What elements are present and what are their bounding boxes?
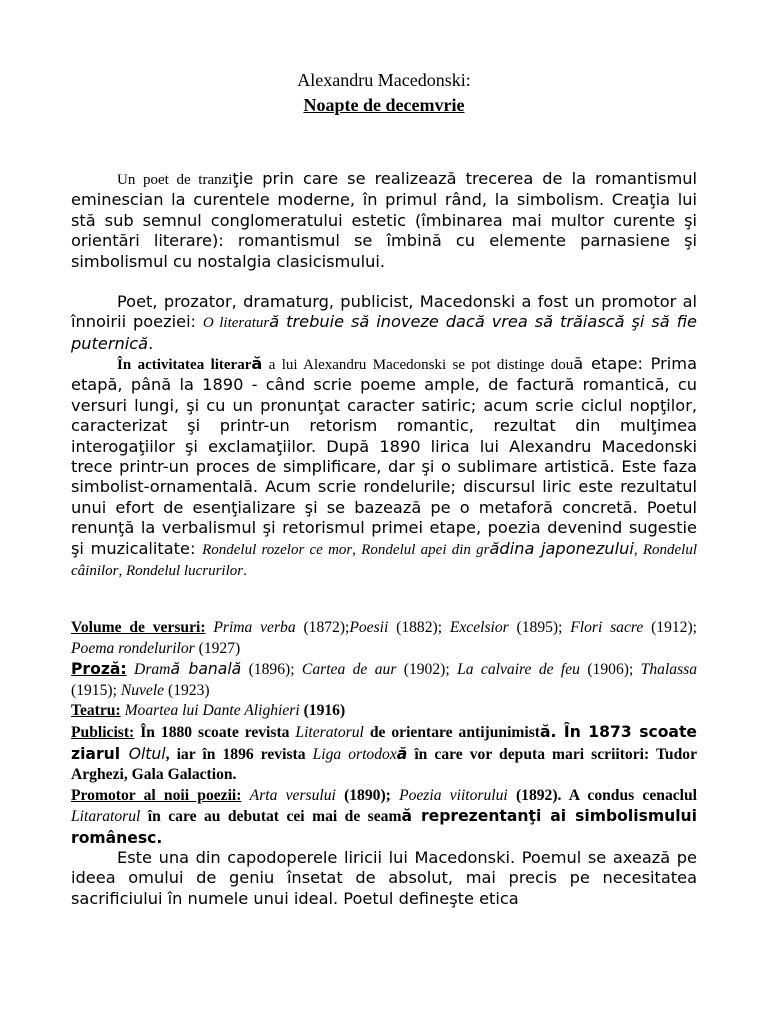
author-heading: Alexandru Macedonski: bbox=[297, 70, 471, 90]
publicist-line bbox=[71, 722, 697, 786]
rondel-1: Rondelul rozelor ce mor bbox=[202, 541, 353, 558]
publicist-text: , iar în 1896 revista bbox=[165, 745, 313, 763]
work-title: Arta versului bbox=[249, 786, 336, 804]
prose-line bbox=[71, 659, 697, 701]
publicist-text: în care vor deputa mari scriitori: Tudor Arghezi, Gala Galaction. bbox=[71, 745, 697, 784]
stages-g: : bbox=[189, 538, 203, 558]
promoter-label: Promotor al noii poezii: bbox=[71, 786, 242, 804]
sep-3: , bbox=[118, 563, 126, 580]
publicist-label: Publicist: bbox=[71, 723, 135, 741]
rondel-4: Rondelul lucrurilor bbox=[126, 563, 244, 580]
rondel-2b: ădina japonezului bbox=[489, 538, 634, 558]
works-section bbox=[71, 618, 697, 850]
intro-rest: ţie prin care se realizează trecerea de la romantismul eminescian la curentele moderne, în primul rând, la simbolism. Creaţia lui stă sub semnul conglomeratului estetic (îmbinarea mai multor curente şi orientări literare): romantismul se îmbină cu elemente parnasiene şi simbolismul cu nostalgia clasicismului. bbox=[71, 169, 697, 271]
poem-title: Noapte de decemvrie bbox=[303, 95, 465, 115]
volume-year: (1927) bbox=[194, 639, 241, 657]
magazine-title: ă bbox=[396, 744, 408, 763]
volume-title: Excelsior bbox=[449, 619, 509, 636]
promoter-text: în care au debutat cei mai de seam bbox=[140, 808, 402, 826]
stages-d: a lui Alexandru Macedonski se pot distinge dou bbox=[262, 357, 574, 373]
publicist-text: de orientare antijunimist bbox=[363, 723, 540, 741]
paragraph-promoter bbox=[71, 292, 697, 354]
stages-c: ă bbox=[251, 354, 263, 373]
quote-lead: O literatur bbox=[202, 315, 270, 332]
prose-year: (1902); bbox=[396, 661, 458, 679]
volume-title: Flori sacre bbox=[570, 619, 644, 636]
paragraph-poem: Este una din capodoperele liricii lui Macedonski. Poemul se axează pe ideea omului de geniu însetat de absolut, mai precis pe necesitatea sacrificiului în numele unui ideal. Poetul defineşte etica bbox=[71, 848, 697, 908]
volumes-label: Volume de versuri: bbox=[71, 619, 206, 636]
publicist-text: În 1880 scoate revista bbox=[134, 723, 296, 741]
prose-title: Dram bbox=[126, 661, 171, 679]
promoter-text: (1892). A condus cenaclul bbox=[507, 786, 697, 804]
prose-title: ă banală bbox=[170, 660, 242, 679]
rondel-3: Rondelul câinilor bbox=[71, 541, 697, 580]
cenacle-title: Litaratorul bbox=[71, 808, 141, 826]
theatre-line bbox=[71, 701, 697, 722]
volume-title: Poesii bbox=[349, 619, 389, 636]
sep-2: , bbox=[633, 541, 643, 558]
work-year: (1890); bbox=[335, 786, 400, 804]
stages-b: activitatea literar bbox=[137, 357, 252, 373]
stages-f: : Prima etapă, până la 1890 - când scrie poeme ample, de factură romantică, cu versuri lungi, şi cu un pronunţat caracter satiric; acum scrie ciclul nopţilor, caracterizat şi printr-un retorism romantic, rezultat din mulţimea interogaţiilor şi exclamaţiilor. După 1890 lirica lui Alexandru Macedonski trece printr-un proces de simplificare, dar şi o sublimare artistică. Este faza simbolist-ornamentală. Acum scrie rondelurile; discursul liric este rezultatul unui efort de esenţializare şi se bazează pe o metaforă concretă. Poetul renunţă la verbalismul şi retorismul primei etape, poezia devenind sugestie şi muzicalitate bbox=[71, 354, 697, 558]
theatre-year: (1916) bbox=[299, 702, 346, 720]
prose-title: Nuvele bbox=[120, 681, 165, 699]
prose-year: (1923) bbox=[164, 681, 210, 699]
quote-rest: ă trebuie să inoveze dacă vrea să trăiască şi să fie puternică bbox=[71, 312, 697, 353]
volume-year: (1912); bbox=[643, 619, 697, 636]
quote-end: . bbox=[148, 333, 154, 353]
work-title: Poezia viitorului bbox=[399, 786, 508, 804]
promoter-text: ă reprezentanţi ai simbolismului românesc. bbox=[71, 807, 697, 847]
rondel-2a: Rondelul apei din gr bbox=[361, 541, 490, 558]
magazine-title: Liga ortodox bbox=[312, 745, 397, 763]
magazine-title: Literatorul bbox=[295, 723, 364, 741]
prose-year: (1915); bbox=[71, 681, 121, 699]
promoter-text: Poet, prozator, dramaturg, publicist, Macedonski a fost un promotor al înnoirii poeziei: bbox=[71, 292, 697, 332]
paragraph-stages bbox=[71, 354, 697, 581]
sep-1: , bbox=[352, 541, 362, 558]
theatre-label: Teatru: bbox=[71, 702, 121, 720]
volume-title: Poema rondelurilor bbox=[71, 639, 195, 657]
theatre-title: Moartea lui Dante Alighieri bbox=[120, 702, 300, 720]
newspaper-title: Oltul bbox=[128, 744, 166, 763]
prose-year: (1906); bbox=[579, 661, 641, 679]
volumes-line bbox=[71, 618, 697, 659]
prose-title: Thalassa bbox=[640, 661, 698, 679]
publicist-text: ă. În 1873 scoate ziarul bbox=[71, 722, 697, 763]
intro-lead: Un poet de tranzi bbox=[117, 172, 233, 188]
sep-4: . bbox=[243, 563, 247, 580]
volume-year: (1895); bbox=[508, 619, 571, 636]
stages-e: ă etape bbox=[573, 354, 638, 373]
prose-label: Proză: bbox=[71, 660, 127, 679]
volume-year: (1872); bbox=[295, 619, 350, 636]
prose-title: Cartea de aur bbox=[301, 661, 397, 679]
promoter-line bbox=[71, 786, 697, 850]
stages-a: În bbox=[117, 357, 138, 373]
prose-year: (1896); bbox=[241, 661, 302, 679]
volume-year: (1882); bbox=[388, 619, 450, 636]
paragraph-intro bbox=[71, 169, 697, 272]
promoter-sep bbox=[241, 787, 249, 804]
volume-title: Prima verba bbox=[213, 619, 296, 636]
prose-title: La calvaire de feu bbox=[457, 661, 580, 679]
